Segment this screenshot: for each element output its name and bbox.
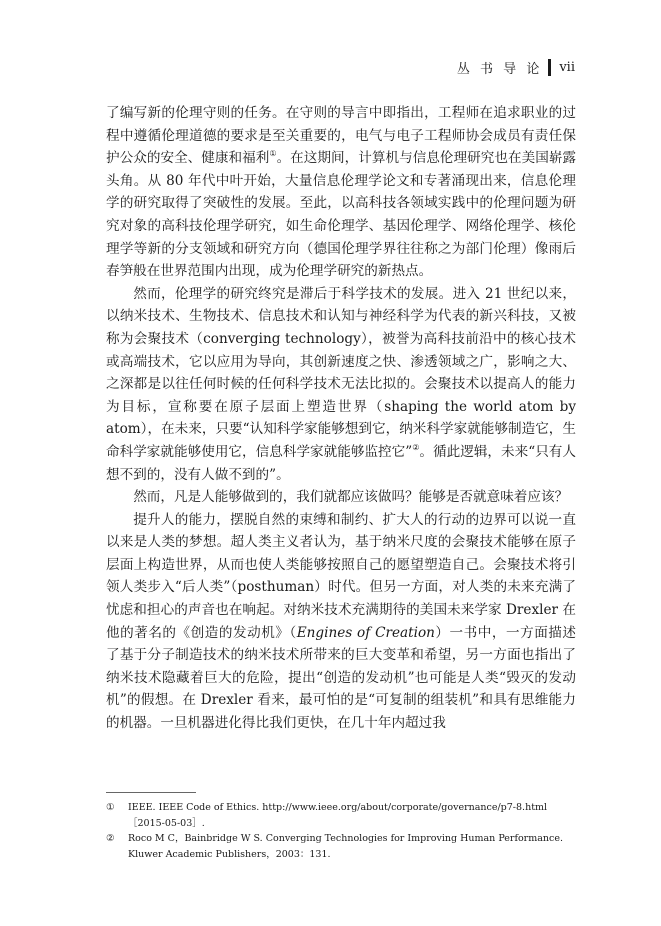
header-rule xyxy=(548,59,551,76)
text-run: 。在这期间，计算机与信息伦理研究也在美国崭露头角。从 80 年代中叶开始，大量信息伦理学论文和专著涌现出来，信息伦理学的研究取得了突破性的发展。至此，以高科技各领域实践中的伦理问题为研究对象的高科技伦理学研究，如生命伦理学、基因伦理学、网络伦理学、核伦理学等新的分支领域和研究方向（德国伦理学界往往称之为部门伦理）像雨后春笋般在世界范围内出现，成为伦理学研究的新热点。 xyxy=(106,150,577,280)
footnote-mark: ① xyxy=(106,802,115,813)
body-text xyxy=(106,102,576,735)
footnote xyxy=(106,800,576,831)
text-run: ）一书中，一方面描述了基于分子制造技术的纳米技术所带来的巨大变革和希望，另一方面也指出了纳米技术隐藏着巨大的危险，提出“创造的发动机”也可能是人类“毁灭的发动机”的假想。在 Drexler 看来，最可怕的是“可复制的组装机”和具有思维能力的机器。一旦机器进化得比我们更快，在几十年内超过我 xyxy=(106,624,577,732)
paragraph xyxy=(106,509,576,735)
footnote-ref: ① xyxy=(269,149,277,159)
section-title: 丛 书 导 论 xyxy=(456,62,543,77)
paragraph xyxy=(106,283,576,486)
footnote-text: Roco M C，Bainbridge W S. Converging Technologies for Improving Human Performance. Kluwer Academic Publishers，2003：131. xyxy=(128,833,563,860)
running-header xyxy=(457,58,575,77)
footnote-mark: ② xyxy=(106,833,115,844)
text-run: 。循此逻辑，未来“只有人想不到的，没有人做不到的”。 xyxy=(106,443,577,483)
page-number: vii xyxy=(559,60,575,75)
paragraph xyxy=(106,102,576,283)
text-run: 然而，凡是人能够做到的，我们就都应该做吗？能够是否就意味着应该？ xyxy=(133,489,569,506)
footnote-ref: ② xyxy=(412,442,420,452)
footnote-separator xyxy=(106,792,196,793)
paragraph xyxy=(106,486,576,509)
text-run: 提升人的能力，摆脱自然的束缚和制约、扩大人的行动的边界可以说一直以来是人类的梦想。超人类主义者认为，基于纳米尺度的会聚技术能够在原子层面上构造世界，从而也使人类能够按照自己的愿望塑造自己。会聚技术将引领人类步入“后人类”（posthuman）时代。但另一方面，对人类的未来充满了忧虑和担心的声音也在响起。对纳米技术充满期待的美国未来学家 Drexler 在他的著名的《创造的发动机》（ xyxy=(106,511,576,641)
italic-title: Engines of Creation xyxy=(296,624,435,641)
text-run: 了编写新的伦理守则的任务。在守则的导言中即指出，工程师在追求职业的过程中遵循伦理道德的要求是至关重要的，电气与电子工程师协会成员有责任保护公众的安全、健康和福利 xyxy=(106,105,576,167)
footnote-text: IEEE. IEEE Code of Ethics. http://www.ieee.org/about/corporate/governance/p7-8.html［2015-05-03］. xyxy=(128,802,548,829)
footnotes xyxy=(106,800,576,862)
footnote xyxy=(106,831,576,862)
text-run: 然而，伦理学的研究终究是滞后于科学技术的发展。进入 21 世纪以来，以纳米技术、生物技术、信息技术和认知与神经科学为代表的新兴科技，又被称为会聚技术（converging technology），被誉为高科技前沿中的核心技术或高端技术，它以应用为导向，其创新速度之快、渗透领域之广，影响之大、之深都是以往任何时候的任何科学技术无法比拟的。会聚技术以提高人的能力为目标，宣称要在原子层面上塑造世界（shaping the world atom by atom），在未来，只要“认知科学家能够想到它，纳米科学家就能够制造它，生命科学家就能够使用它，信息科学家就能够监控它” xyxy=(106,285,576,460)
